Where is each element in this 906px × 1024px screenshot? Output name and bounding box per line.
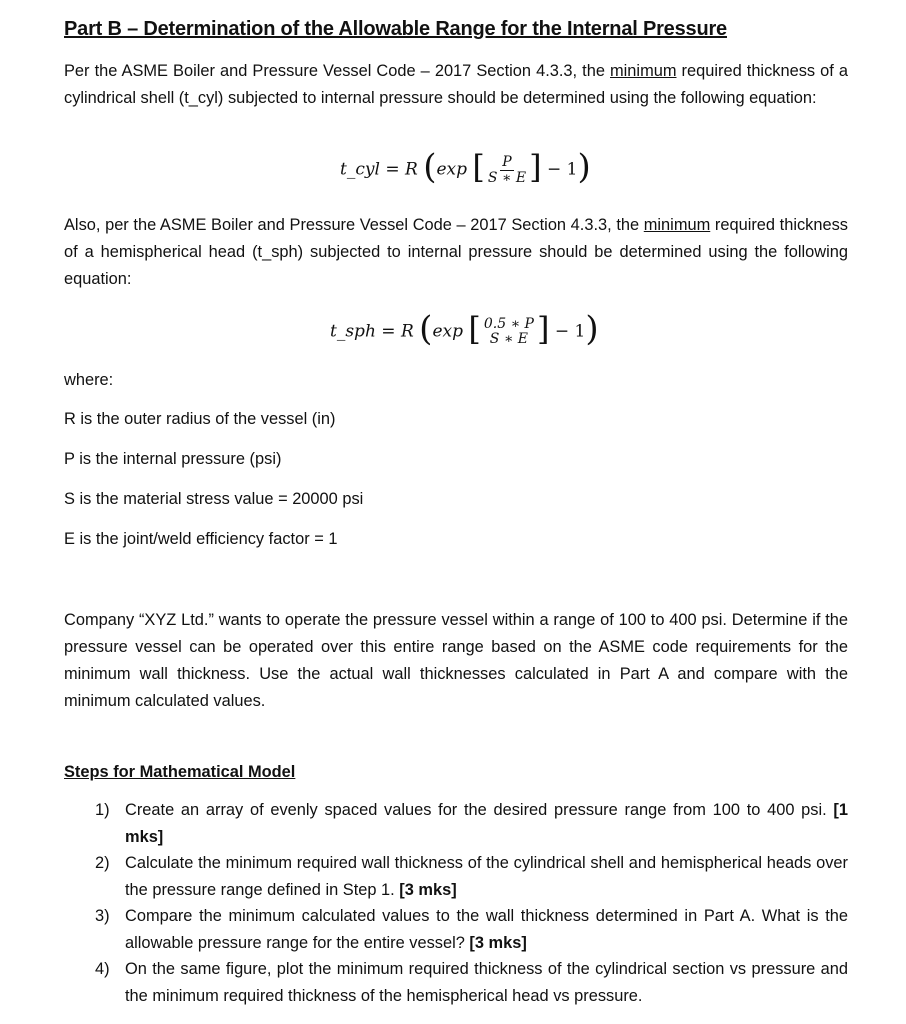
step-number: 2) bbox=[95, 854, 110, 872]
where-label: where: bbox=[64, 371, 114, 389]
intro-underlined-word: minimum bbox=[610, 62, 677, 80]
eq-sph-lhs: t_sph bbox=[330, 321, 376, 342]
intro-paragraph bbox=[64, 58, 848, 112]
equation-cylinder bbox=[340, 147, 591, 190]
step-number: 3) bbox=[95, 907, 110, 925]
eq-cyl-lhs: t_cyl bbox=[340, 159, 380, 180]
definition-r: R is the outer radius of the vessel (in) bbox=[64, 410, 336, 428]
step-marks: [3 mks] bbox=[469, 933, 527, 952]
also-text-pre: Also, per the ASME Boiler and Pressure Vessel Code – 2017 Section 4.3.3, the bbox=[64, 216, 644, 234]
eq-cyl-denominator: S ∗ E bbox=[487, 169, 527, 186]
eq-cyl-equals: = bbox=[385, 159, 400, 180]
step-text: Create an array of evenly spaced values for the desired pressure range from 100 to 400 psi. bbox=[125, 801, 834, 819]
also-underlined-word: minimum bbox=[643, 216, 711, 234]
also-paragraph bbox=[64, 212, 848, 293]
eq-sph-minus-one: − 1 bbox=[554, 321, 586, 342]
eq-sph-equals: = bbox=[381, 321, 396, 342]
equation-hemisphere bbox=[330, 309, 599, 352]
right-bracket: ] bbox=[536, 310, 550, 348]
definition-s: S is the material stress value = 20000 psi bbox=[64, 490, 364, 508]
step-number: 4) bbox=[95, 960, 110, 978]
definition-e: E is the joint/weld efficiency factor = 1 bbox=[64, 530, 338, 548]
step-marks: [1 mks] bbox=[125, 801, 848, 846]
section-title: Part B – Determination of the Allowable Range for the Internal Pressure bbox=[64, 18, 727, 40]
eq-sph-r: R bbox=[400, 321, 414, 342]
step-text: Calculate the minimum required wall thickness of the cylindrical shell and hemispherical heads over the pressure range defined in Step 1. bbox=[125, 854, 848, 899]
left-paren: ( bbox=[423, 147, 437, 187]
eq-cyl-r: R bbox=[404, 159, 418, 180]
right-bracket: ] bbox=[529, 148, 542, 186]
step-item bbox=[95, 797, 848, 850]
step-item bbox=[95, 956, 848, 1009]
left-bracket: [ bbox=[472, 148, 485, 186]
steps-heading: Steps for Mathematical Model bbox=[64, 763, 296, 781]
right-paren: ) bbox=[577, 147, 591, 187]
also-text-post: required thickness of a hemispherical head (t_sph) subjected to internal pressure should be determined using the following equation: bbox=[64, 216, 848, 288]
eq-sph-denominator: S ∗ E bbox=[489, 331, 529, 347]
left-paren: ( bbox=[419, 309, 433, 349]
step-text: Compare the minimum calculated values to the wall thickness determined in Part A. What is the allowable pressure range for the entire vessel? bbox=[125, 907, 848, 952]
left-bracket: [ bbox=[468, 310, 481, 348]
eq-cyl-exp: exp bbox=[436, 159, 467, 180]
eq-sph-fraction bbox=[482, 317, 536, 347]
eq-cyl-minus-one: − 1 bbox=[547, 159, 578, 180]
eq-sph-exp: exp bbox=[432, 321, 463, 342]
right-paren: ) bbox=[585, 309, 599, 349]
intro-text-pre: Per the ASME Boiler and Pressure Vessel Code – 2017 Section 4.3.3, the bbox=[64, 62, 611, 80]
intro-text-post: required thickness of a cylindrical shell (t_cyl) subjected to internal pressure should be determined using the following equation: bbox=[64, 62, 848, 107]
eq-sph-numerator: 0.5 ∗ P bbox=[483, 316, 534, 332]
definition-p: P is the internal pressure (psi) bbox=[64, 450, 282, 468]
step-text: On the same figure, plot the minimum required thickness of the cylindrical section vs pressure and the minimum required thickness of the hemispherical head vs pressure. bbox=[125, 960, 848, 1005]
eq-cyl-fraction bbox=[486, 155, 528, 186]
step-marks: [3 mks] bbox=[399, 880, 457, 899]
eq-cyl-numerator: P bbox=[502, 153, 512, 170]
company-paragraph: Company “XYZ Ltd.” wants to operate the pressure vessel within a range of 100 to 400 psi. Determine if the pressure vessel can be operated over this entire range based on the ASME code requirements for the minimum wall thickness. Use the actual wall thicknesses calculated in Part A and compare with the minimum calculated values. bbox=[64, 611, 848, 710]
step-item bbox=[95, 850, 848, 903]
step-number: 1) bbox=[95, 801, 110, 819]
step-item bbox=[95, 903, 848, 956]
